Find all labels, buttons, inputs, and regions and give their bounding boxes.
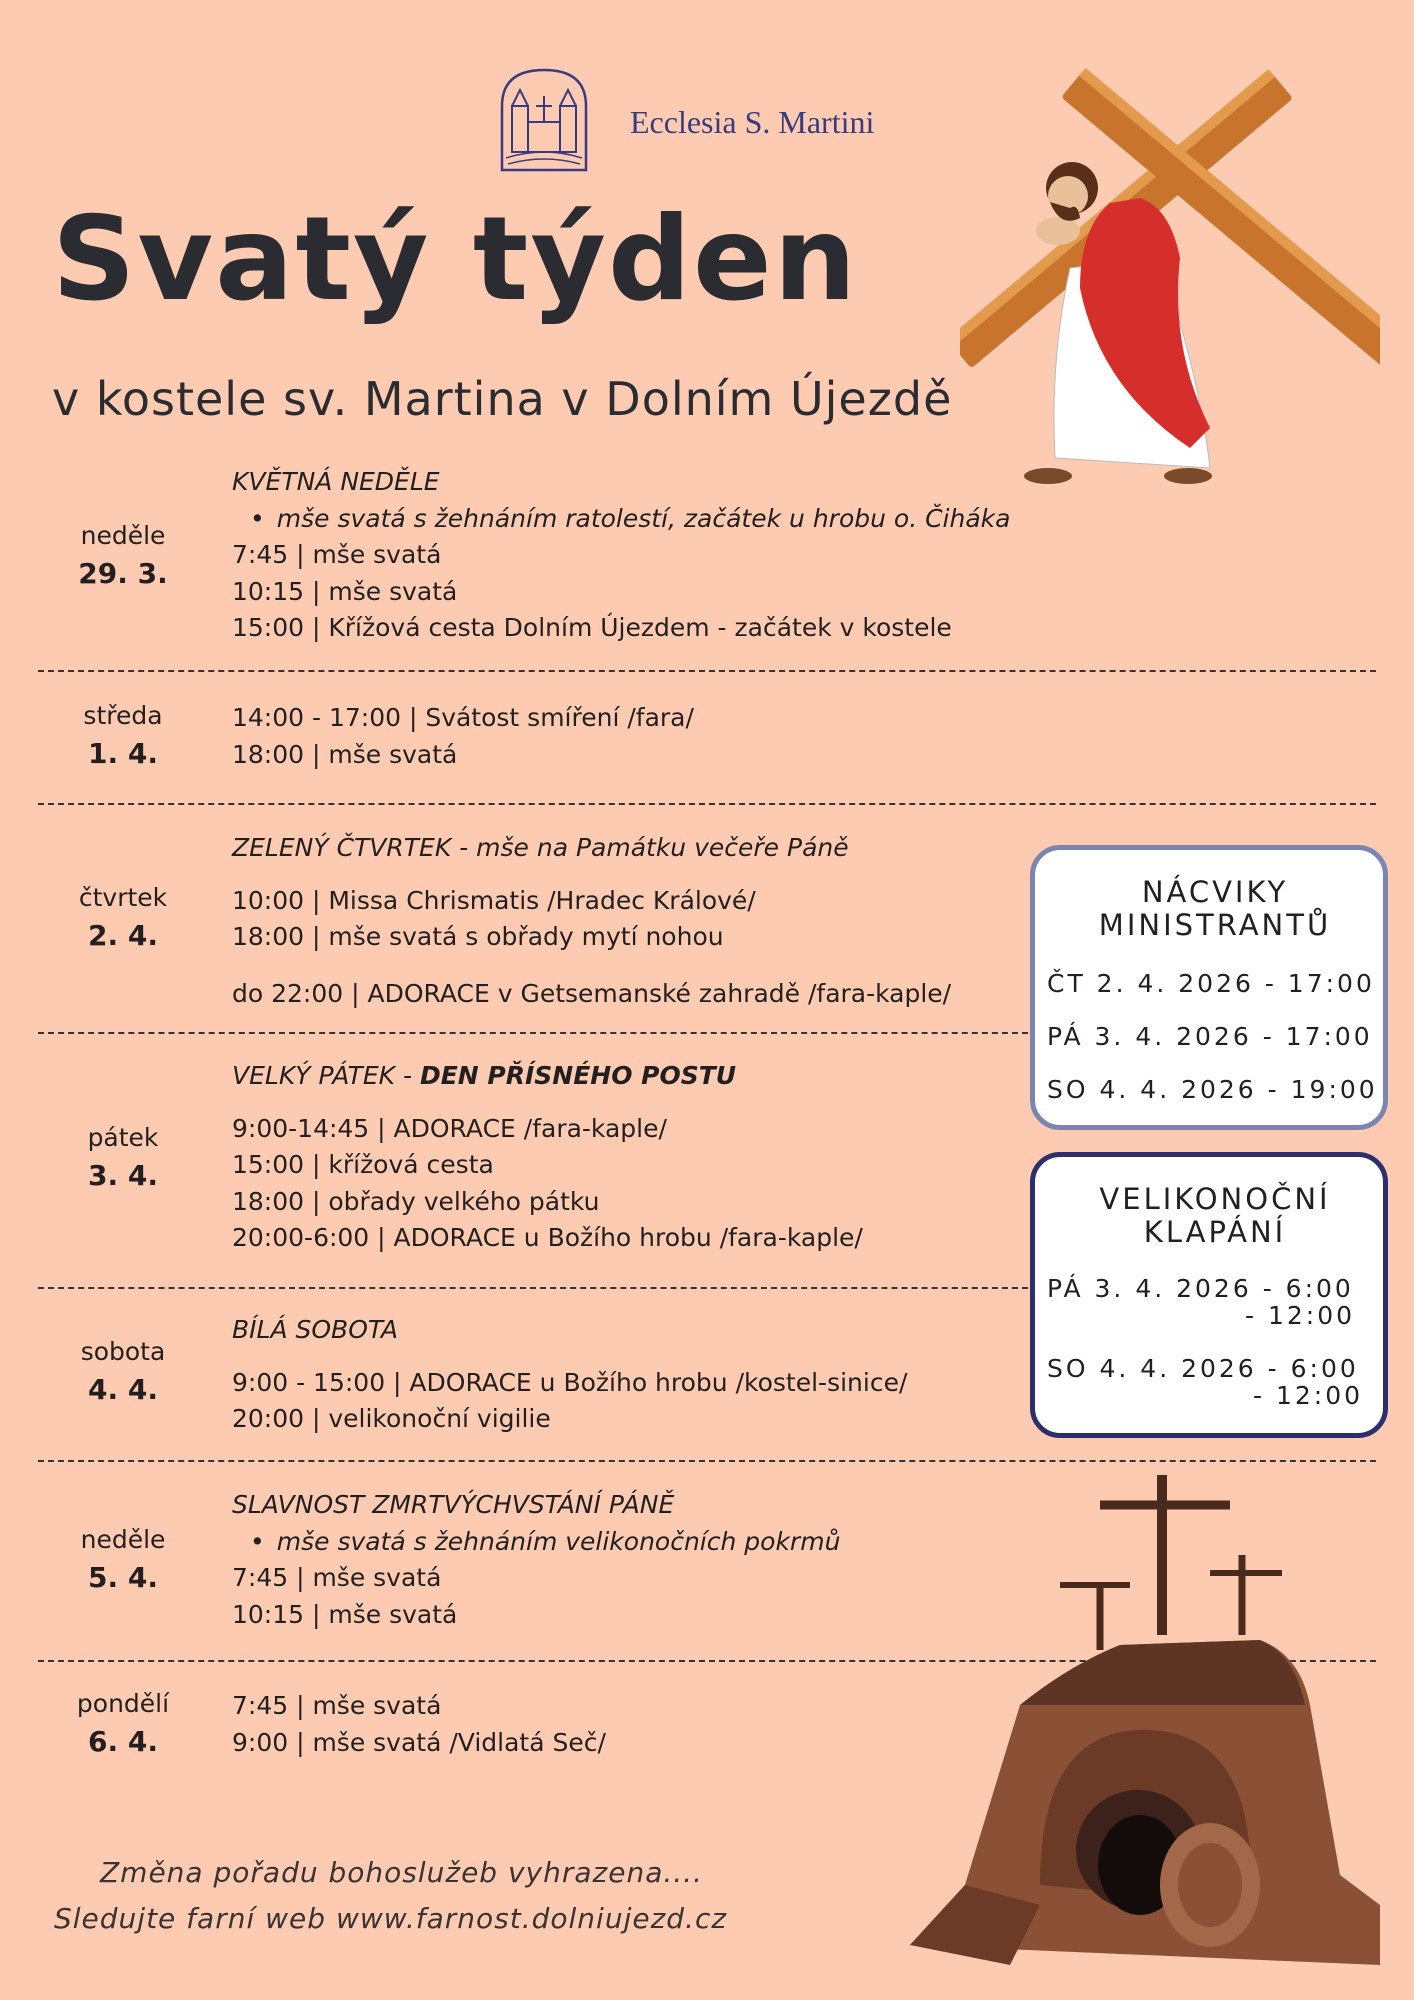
date: 4. 4.: [88, 1373, 158, 1407]
brand-name: Ecclesia S. Martini: [630, 104, 875, 140]
bullet-item: • mše svatá s žehnáním velikonočních pokrmů: [232, 1524, 840, 1561]
box-row: PÁ 3. 4. 2026 - 17:00: [1047, 1022, 1373, 1051]
event-line: 7:45 | mše svatá: [232, 1563, 442, 1592]
event-line: 9:00 - 15:00 | ADORACE u Božího hrobu /kostel-sinice/: [232, 1367, 908, 1397]
empty-tomb-illustration: [890, 1465, 1390, 1975]
weekday: středa: [83, 701, 163, 730]
divider: [38, 670, 1376, 672]
weekday: neděle: [80, 1525, 166, 1554]
weekday: neděle: [80, 521, 166, 550]
event-line: 7:45 | mše svatá: [232, 540, 442, 569]
box-row-continuation: - 12:00: [1245, 1301, 1356, 1330]
day-heading: SLAVNOST ZMRTVÝCHVSTÁNÍ PÁNĚ: [232, 1490, 675, 1519]
page-title: Svatý týden: [52, 192, 859, 327]
day-label: [60, 1120, 186, 1197]
day-heading-bold: DEN PŘÍSNÉHO POSTU: [419, 1061, 737, 1090]
jesus-carrying-cross-illustration: [960, 28, 1380, 498]
box-row: SO 4. 4. 2026 - 6:00: [1047, 1354, 1359, 1383]
weekday: pondělí: [76, 1689, 170, 1718]
day-events: [232, 830, 951, 1012]
easter-clapping-box: [1030, 1152, 1388, 1438]
event-line: 10:15 | mše svatá: [232, 576, 458, 606]
day-label: [60, 1686, 186, 1763]
divider: [38, 803, 1376, 805]
event-line: 10:00 | Missa Chrismatis /Hradec Králové/: [232, 885, 756, 915]
day-heading: BÍLÁ SOBOTA: [232, 1315, 398, 1344]
event-line: 18:00 | mše svatá: [232, 739, 458, 769]
event-line: 15:00 | Křížová cesta Dolním Újezdem - začátek v kostele: [232, 613, 952, 642]
church-logo: [498, 66, 590, 176]
event-line: 20:00 | velikonoční vigilie: [232, 1404, 551, 1433]
divider: [38, 1460, 1376, 1462]
day-label: [60, 880, 186, 957]
weekday: čtvrtek: [78, 883, 168, 912]
box-title: NÁCVIKY MINISTRANTŮ: [1098, 875, 1332, 942]
day-events: [232, 1312, 907, 1438]
date: 29. 3.: [78, 557, 168, 591]
event-line: 9:00-14:45 | ADORACE /fara-kaple/: [232, 1113, 667, 1143]
day-heading: ZELENÝ ČTVRTEK - mše na Památku večeře Páně: [232, 833, 849, 862]
day-events: [232, 1487, 840, 1633]
event-line: 15:00 | křížová cesta: [232, 1150, 494, 1179]
box-row-continuation: - 12:00: [1253, 1381, 1364, 1410]
event-line: 7:45 | mše svatá: [232, 1691, 442, 1720]
event-line: 14:00 - 17:00 | Svátost smíření /fara/: [232, 703, 694, 732]
day-label: [60, 1334, 186, 1411]
day-label: [60, 518, 186, 595]
divider: [38, 1287, 1028, 1289]
event-line: 20:00-6:00 | ADORACE u Božího hrobu /fara-kaple/: [232, 1223, 863, 1252]
box-row: SO 4. 4. 2026 - 19:00: [1047, 1075, 1378, 1104]
footer-note: Změna pořadu bohoslužeb vyhrazena....: [100, 1856, 703, 1889]
footer-web: Sledujte farní web www.farnost.dolniujezd.cz: [54, 1902, 728, 1935]
divider: [38, 1032, 1028, 1034]
altar-servers-practice-box: [1030, 845, 1388, 1130]
date: 1. 4.: [88, 737, 158, 771]
weekday: pátek: [87, 1123, 159, 1152]
bullet-item: • mše svatá s žehnáním ratolestí, začátek u hrobu o. Čiháka: [232, 501, 1010, 538]
date: 5. 4.: [88, 1561, 158, 1595]
date: 2. 4.: [88, 919, 158, 953]
date: 3. 4.: [88, 1159, 158, 1193]
box-row: ČT 2. 4. 2026 - 17:00: [1047, 969, 1375, 998]
event-line: 18:00 | mše svatá s obřady mytí nohou: [232, 922, 724, 951]
box-title: VELIKONOČNÍ KLAPÁNÍ: [1099, 1182, 1331, 1249]
event-line: 10:15 | mše svatá: [232, 1599, 458, 1629]
day-events: [232, 1058, 863, 1257]
day-label: [60, 1522, 186, 1599]
event-line: do 22:00 | ADORACE v Getsemanské zahradě /fara-kaple/: [232, 978, 952, 1008]
day-events: [232, 700, 694, 773]
day-events: [232, 464, 1010, 647]
date: 6. 4.: [88, 1725, 158, 1759]
day-events: [232, 1688, 606, 1761]
box-row: PÁ 3. 4. 2026 - 6:00: [1047, 1274, 1354, 1303]
weekday: sobota: [80, 1337, 166, 1366]
event-line: 9:00 | mše svatá /Vidlatá Seč/: [232, 1727, 606, 1757]
page-subtitle: v kostele sv. Martina v Dolním Újezdě: [52, 372, 953, 426]
day-label: [60, 698, 186, 775]
event-line: 18:00 | obřady velkého pátku: [232, 1186, 600, 1216]
day-heading: VELKÝ PÁTEK - DEN PŘÍSNÉHO POSTU: [232, 1061, 737, 1090]
day-heading: KVĚTNÁ NEDĚLE: [232, 467, 440, 496]
